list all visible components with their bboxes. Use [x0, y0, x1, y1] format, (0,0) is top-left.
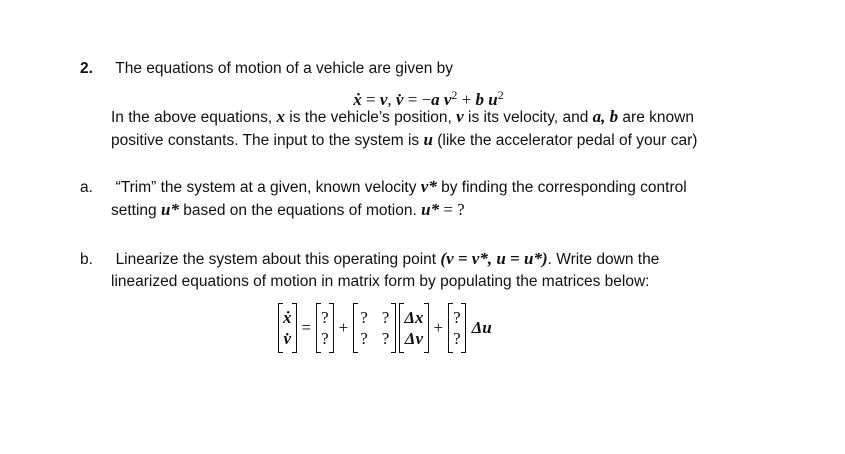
plus-sign: +: [457, 90, 476, 110]
part-b-line-2: linearized equations of motion in matrix form by populating the matrices below:: [111, 273, 650, 290]
problem-number: 2.: [80, 60, 93, 77]
problem-intro: The equations of motion of a vehicle are given by: [115, 60, 454, 77]
delta-v: Δv: [404, 329, 424, 348]
desc1-text-1: In the above equations,: [111, 109, 277, 126]
b2: ?: [453, 329, 461, 348]
desc1-text-2: is the vehicle’s position,: [284, 109, 457, 126]
part-a-question: = ?: [439, 200, 465, 219]
a-matrix: [353, 303, 396, 353]
part-b-text-1: Linearize the system about this operating point: [115, 251, 441, 268]
part-b-line-1: [80, 249, 659, 270]
b1: ?: [453, 308, 461, 327]
matrix-equals: =: [301, 318, 312, 337]
u-squared-base: u: [484, 90, 498, 110]
a12: ?: [381, 308, 390, 327]
comma-separator: ,: [387, 90, 396, 110]
exponent-1: 2: [451, 88, 458, 102]
desc1-v: v: [456, 107, 464, 126]
part-a-text-3: setting: [111, 202, 161, 219]
part-a-u-star-2: u*: [421, 200, 440, 219]
a-matrix-row-2: [360, 328, 389, 349]
equals-sign-1: =: [361, 90, 380, 110]
desc1-ab: a, b: [592, 107, 619, 126]
part-a-line-2: [111, 200, 465, 221]
vec1-entry-2: ?: [321, 329, 329, 348]
part-b-label: b.: [80, 251, 93, 268]
a11: ?: [360, 308, 368, 327]
part-b-text-2: . Write down the: [547, 251, 660, 268]
part-a-text-2: by finding the corresponding control: [436, 179, 687, 196]
a21: ?: [360, 329, 368, 348]
constant-vector: [316, 303, 334, 353]
problem-header: [80, 59, 453, 79]
state-vector: [399, 303, 428, 353]
delta-u: Δu: [471, 318, 492, 337]
a22: ?: [381, 329, 390, 348]
desc2-text-1: positive constants. The input to the system is: [111, 132, 424, 149]
part-a-text-1: “Trim” the system at a given, known velocity: [115, 179, 421, 196]
desc1-text-3: is its velocity, and: [463, 109, 593, 126]
part-a-line-1: [80, 177, 687, 198]
delta-x: Δx: [404, 308, 424, 327]
v-squared-base: v: [439, 90, 452, 110]
a-symbol: a: [431, 90, 440, 110]
matrix-plus-2: +: [433, 318, 444, 337]
part-a-u-star: u*: [160, 200, 179, 219]
description-line-1: [111, 107, 694, 128]
desc1-x: x: [276, 107, 285, 126]
lhs-v-dot: v̇: [283, 329, 292, 348]
b-vector: [448, 303, 466, 353]
lhs-vector: [278, 303, 297, 353]
desc1-text-4: are known: [618, 109, 694, 126]
desc2-text-2: (like the accelerator pedal of your car): [432, 132, 698, 149]
lhs-x-dot: ẋ: [283, 308, 292, 327]
vec1-entry-1: ?: [321, 308, 329, 327]
v-symbol: v: [379, 90, 388, 110]
exponent-2: 2: [497, 88, 504, 102]
description-line-2: [111, 130, 697, 151]
b-symbol: b: [475, 90, 485, 110]
v-dot-symbol: v̇: [395, 90, 404, 110]
operating-point: (v = v*, u = u*): [440, 249, 548, 268]
part-a-label: a.: [80, 179, 93, 196]
part-a-text-4: based on the equations of motion.: [178, 202, 422, 219]
equals-minus: = −: [403, 90, 432, 110]
desc2-u: u: [423, 130, 433, 149]
x-dot-symbol: ẋ: [353, 90, 362, 110]
part-a-v-star: v*: [420, 177, 437, 196]
a-matrix-row-1: [360, 307, 389, 328]
matrix-equation: [278, 298, 492, 358]
matrix-plus-1: +: [338, 318, 349, 337]
